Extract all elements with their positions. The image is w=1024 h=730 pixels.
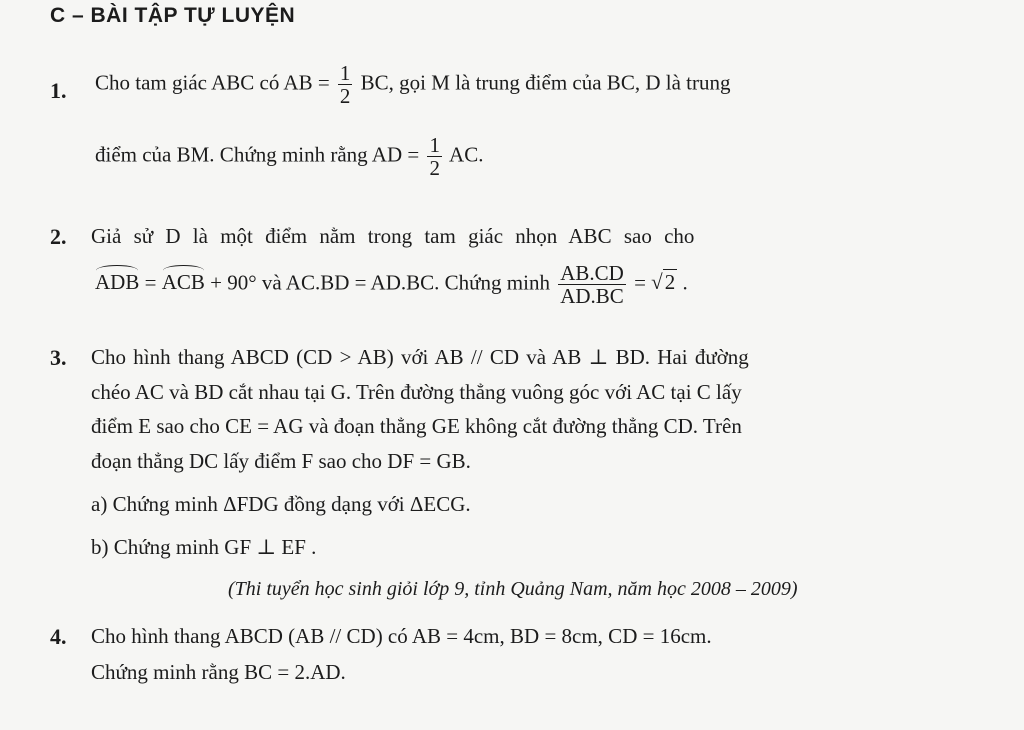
problem-1-text-d: AC. <box>449 142 484 167</box>
fraction-one-half <box>427 134 442 179</box>
problem-1-text-a: Cho tam giác ABC có AB = <box>95 70 330 95</box>
problem-4-line-1: Cho hình thang ABCD (AB // CD) có AB = 4cm, BD = 8cm, CD = 16cm. <box>91 624 712 648</box>
fraction-numerator: 1 <box>429 133 440 157</box>
problem-2-number: 2. <box>50 224 67 249</box>
problem-3-line-2: chéo AC và BD cắt nhau tại G. Trên đường thẳng vuông góc với AC tại C lấy <box>91 380 742 404</box>
sqrt-radicand: 2 <box>664 270 676 295</box>
problem-3-number: 3. <box>50 345 67 370</box>
angle-adb: ADB <box>95 270 140 295</box>
fraction-denominator: 2 <box>429 156 440 181</box>
period: . <box>682 270 688 295</box>
fraction-numerator: AB.CD <box>560 261 624 285</box>
angle-acb: ACB <box>161 270 205 295</box>
problem-1-text-b: BC, gọi M là trung điểm của BC, D là trung <box>360 70 731 95</box>
fraction-numerator: 1 <box>339 61 351 85</box>
problem-4-line-2: Chứng minh rằng BC = 2.AD. <box>91 660 346 684</box>
square-root <box>651 270 677 295</box>
problem-3-part-a: a) Chứng minh ΔFDG đồng dạng với ΔECG. <box>91 492 471 516</box>
problem-2-text-b: + 90° và AC.BD = AD.BC. Chứng minh <box>210 270 550 295</box>
problem-3-part-b: b) Chứng minh GF ⊥ EF . <box>91 535 317 559</box>
equals-sign: = <box>634 270 646 295</box>
problem-2-line-1: Giả sử D là một điểm nằm trong tam giác nhọn ABC sao cho <box>91 224 695 248</box>
section-heading: C – BÀI TẬP TỰ LUYỆN <box>50 4 296 27</box>
problem-3-source: (Thi tuyển học sinh giỏi lớp 9, tỉnh Quảng Nam, năm học 2008 – 2009) <box>228 578 798 600</box>
problem-1-number: 1. <box>50 78 67 103</box>
sqrt-sign: √ <box>651 270 663 295</box>
equals-sign: = <box>144 270 157 295</box>
fraction-denominator: 2 <box>339 84 351 109</box>
problem-1-text-c: điểm của BM. Chứng minh rằng AD = <box>95 142 420 167</box>
problem-1-line-1 <box>95 62 730 107</box>
problem-4-number: 4. <box>50 624 67 649</box>
fraction-denominator: AD.BC <box>560 284 624 309</box>
fraction-one-half <box>338 62 353 107</box>
fraction-ratio <box>558 262 626 307</box>
problem-2-line-2 <box>95 262 688 307</box>
problem-3-line-1: Cho hình thang ABCD (CD > AB) với AB // CD và AB ⊥ BD. Hai đường <box>91 345 749 369</box>
problem-1-line-2 <box>95 134 483 179</box>
problem-3-line-3: điểm E sao cho CE = AG và đoạn thẳng GE không cắt đường thẳng CD. Trên <box>91 414 742 438</box>
problem-3-line-4: đoạn thẳng DC lấy điểm F sao cho DF = GB. <box>91 449 471 473</box>
